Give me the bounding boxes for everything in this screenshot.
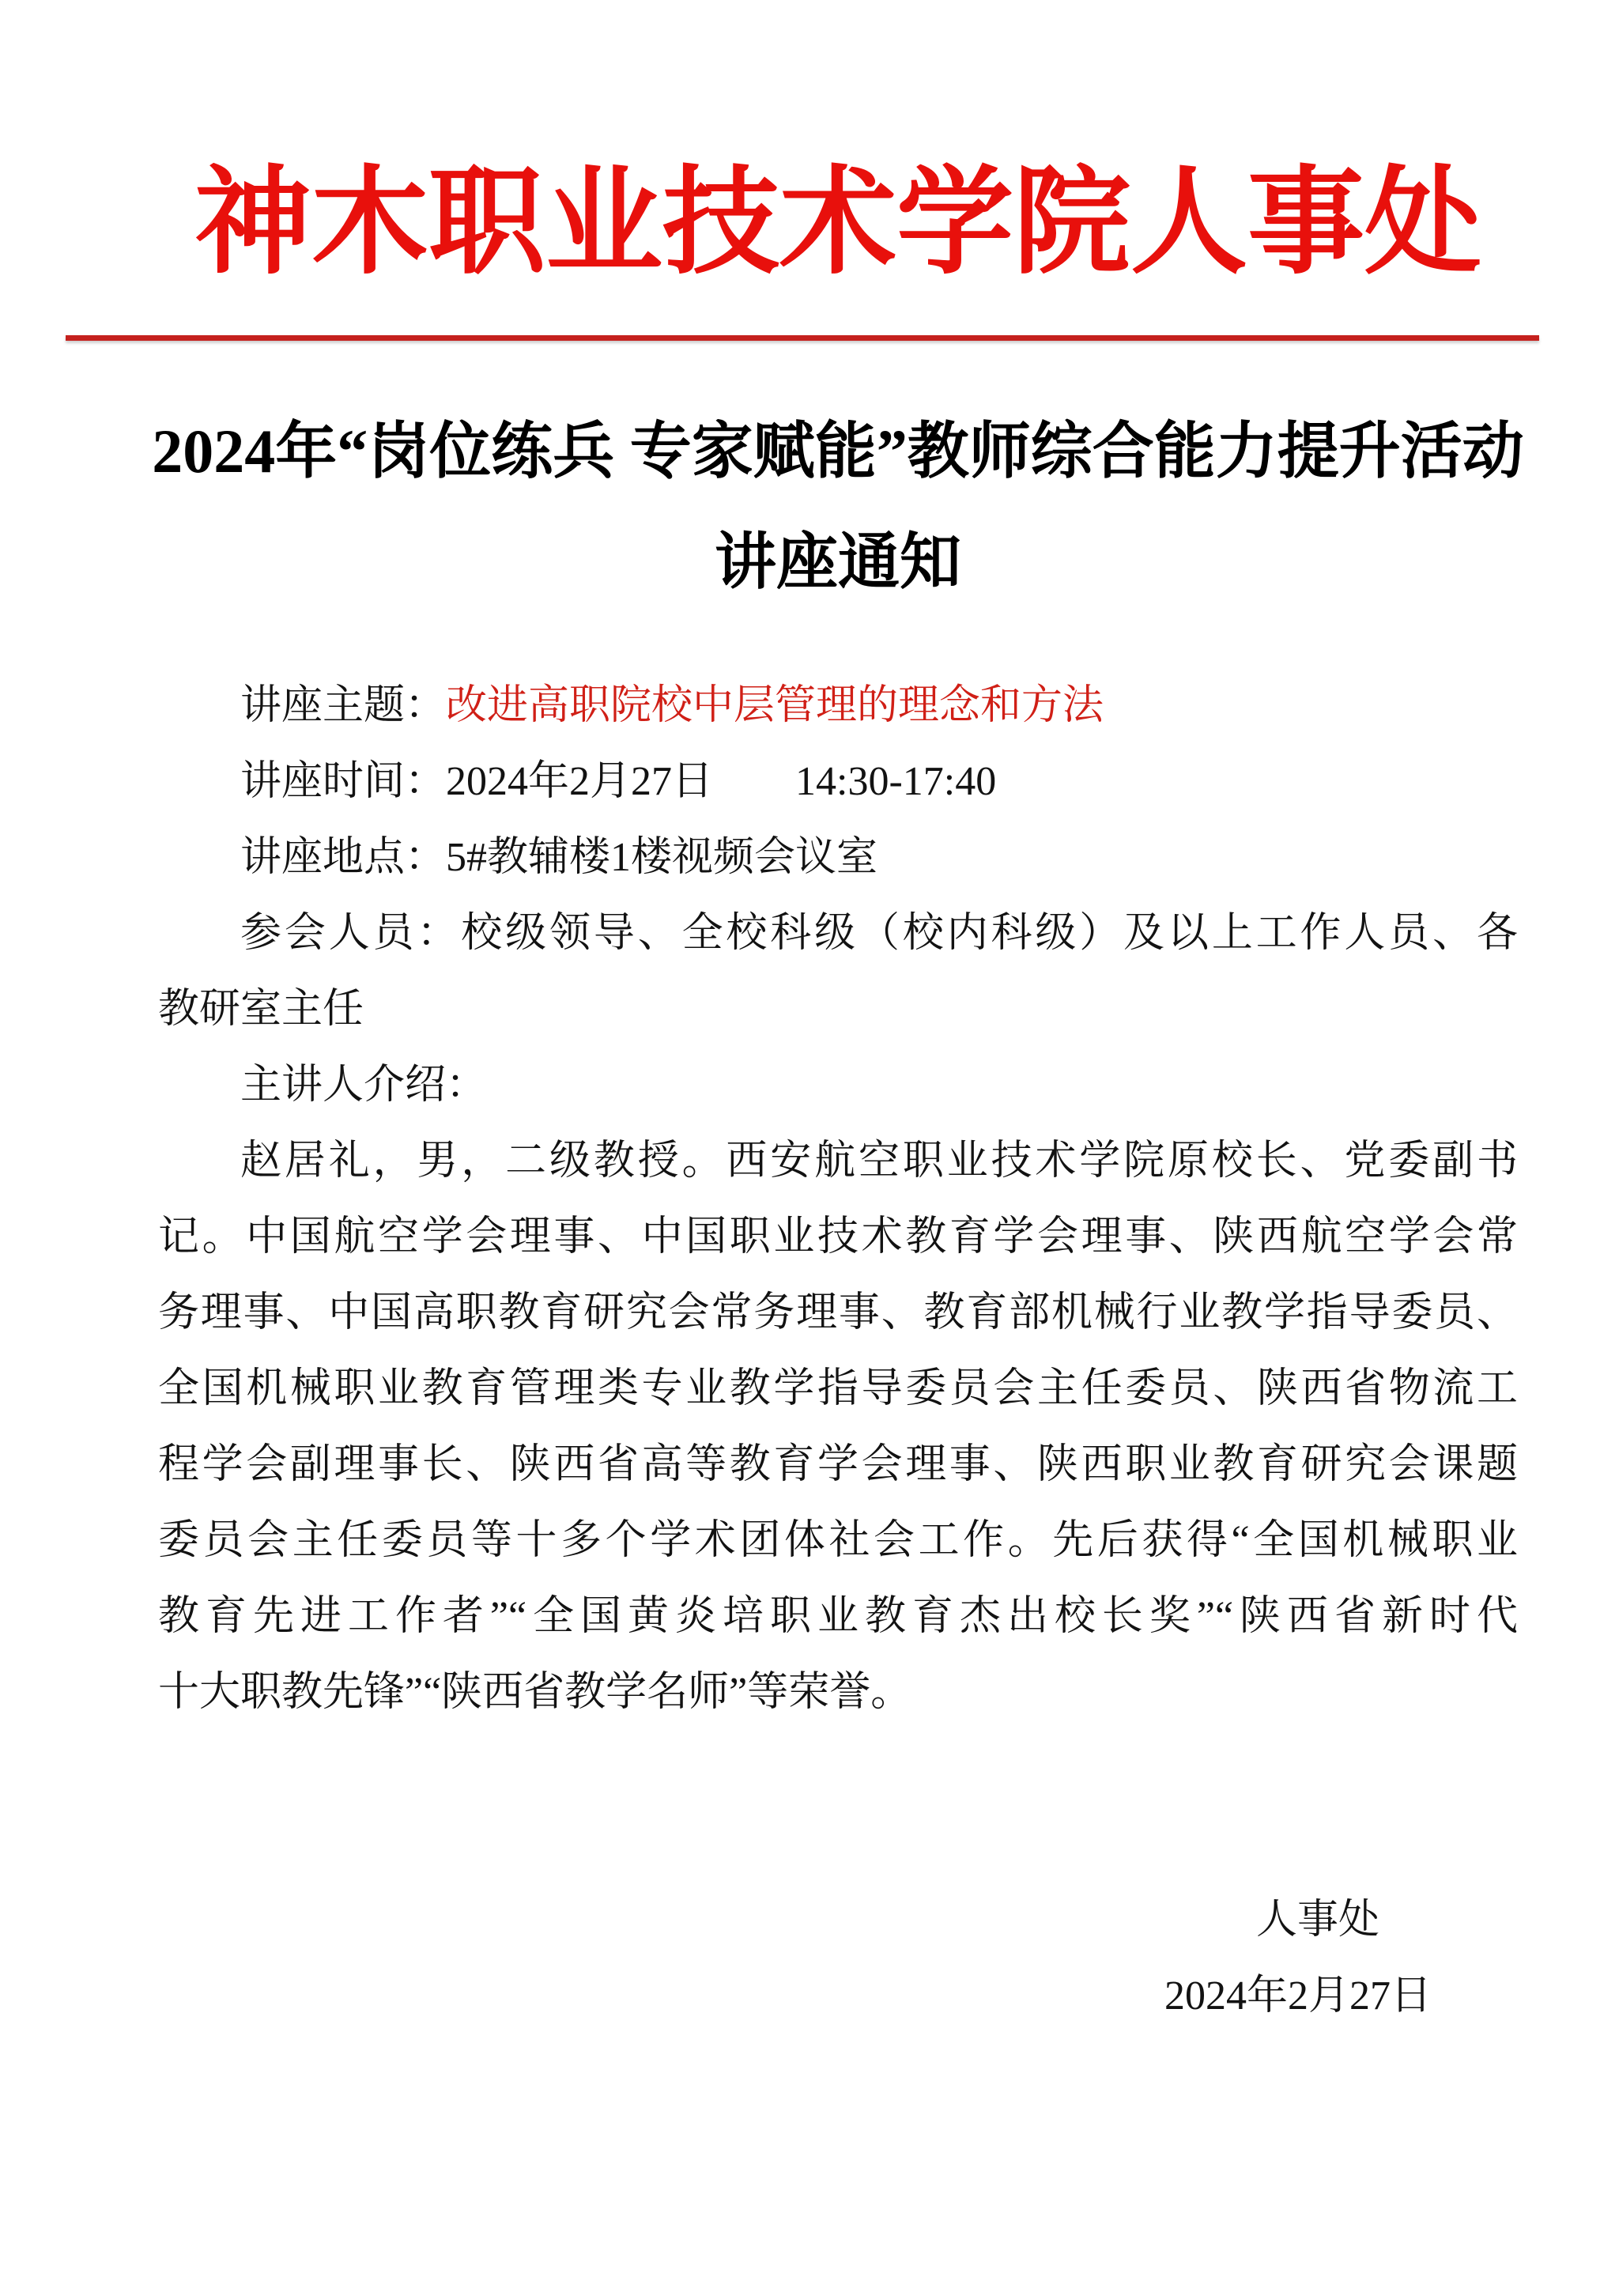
lecture-topic-line	[158, 668, 1518, 744]
notice-body	[158, 668, 1518, 1731]
attendees-continuation-line: 教研室主任	[158, 987, 364, 1032]
speaker-bio-line: 程学会副理事长、陕西省高等教育学会理事、陕西职业教育研究会课题	[158, 1442, 1518, 1487]
doc-title-line-2: 讲座通知	[714, 527, 961, 596]
signer-department: 人事处	[1255, 1898, 1379, 1943]
lecture-topic-label: 讲座主题：	[240, 683, 447, 728]
speaker-intro-label: 主讲人介绍：	[240, 1063, 488, 1108]
speaker-bio-line: 记。中国航空学会理事、中国职业技术教育学会理事、陕西航空学会常	[158, 1214, 1518, 1259]
speaker-bio-line: 全国机械职业教育管理类专业教学指导委员会主任委员、陕西省物流工	[158, 1366, 1518, 1411]
letterhead-org-name: 神木职业技术学院人事处	[194, 159, 1481, 289]
doc-title	[126, 396, 1549, 617]
speaker-bio-line: 十大职教先锋”“陕西省教学名师”等荣誉。	[158, 1670, 912, 1715]
letterhead-divider-line	[66, 335, 1539, 341]
sign-date: 2024年2月27日	[1164, 1973, 1432, 2018]
speaker-bio-line: 赵居礼，男，二级教授。西安航空职业技术学院原校长、党委副书	[240, 1139, 1518, 1184]
speaker-bio-line: 委员会主任委员等十多个学术团体社会工作。先后获得“全国机械职业	[158, 1518, 1518, 1563]
doc-title-line-1: 2024年“岗位练兵 专家赋能”教师综合能力提升活动	[152, 417, 1524, 485]
attendees-line: 参会人员：校级领导、全校科级（校内科级）及以上工作人员、各	[240, 911, 1518, 956]
speaker-bio-line: 教育先进工作者”“全国黄炎培职业教育杰出校长奖”“陕西省新时代	[158, 1594, 1518, 1639]
lecture-place-line: 讲座地点：5#教辅楼1楼视频会议室	[240, 835, 878, 880]
speaker-bio-line: 务理事、中国高职教育研究会常务理事、教育部机械行业教学指导委员、	[158, 1290, 1518, 1335]
lecture-topic-value: 改进高职院校中层管理的理念和方法	[446, 683, 1104, 728]
lecture-time-line: 讲座时间：2024年2月27日 14:30-17:40	[240, 759, 997, 804]
